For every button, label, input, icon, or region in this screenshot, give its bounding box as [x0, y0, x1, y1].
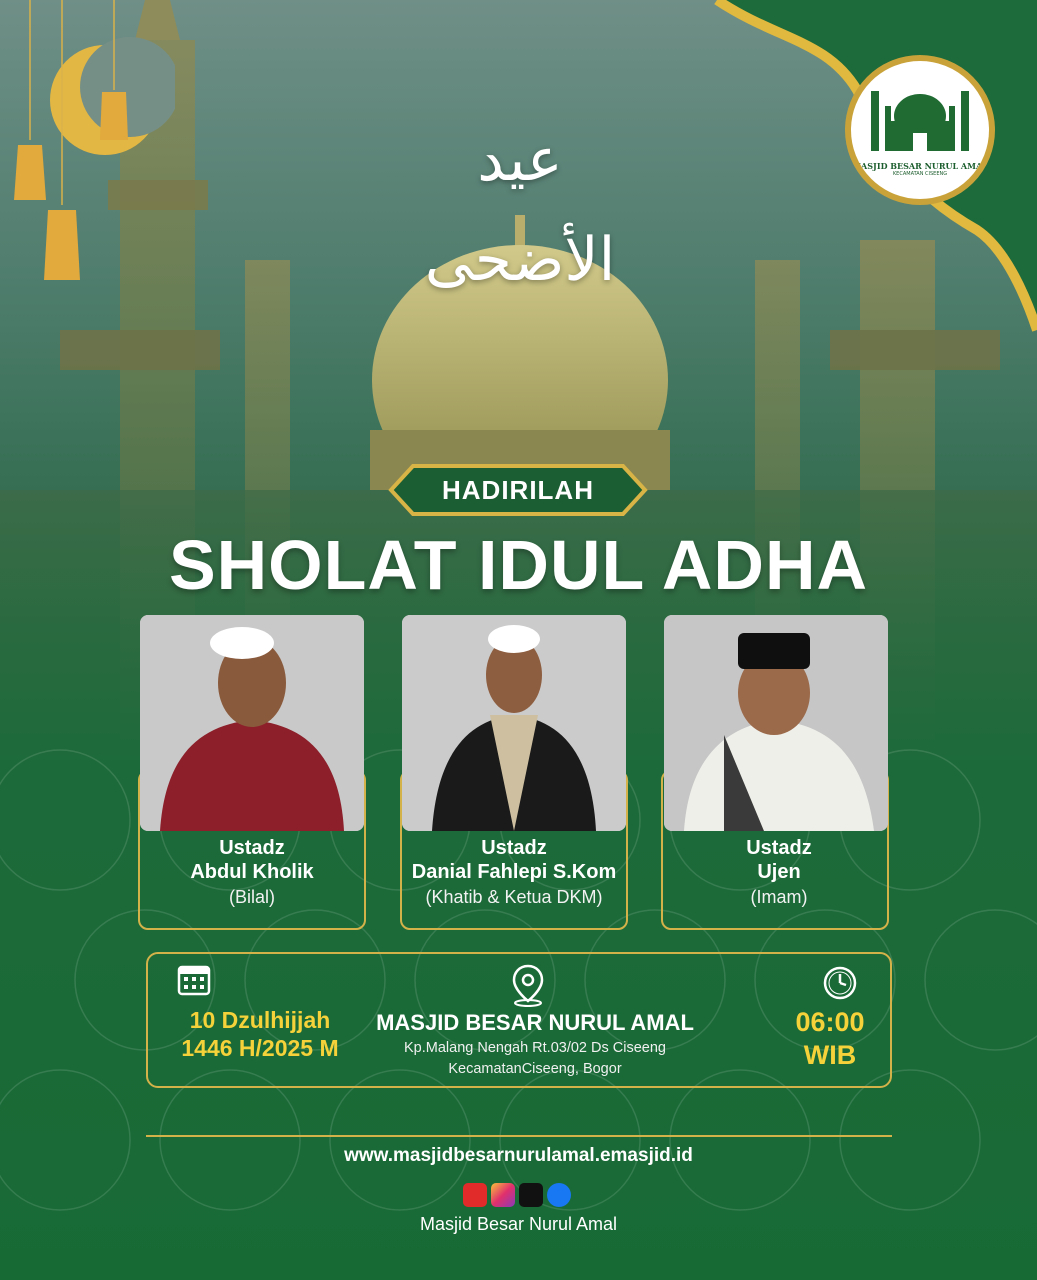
speaker-2-name: Danial Fahlepi S.Kom	[411, 861, 617, 883]
speaker-1-name: Abdul Kholik	[190, 861, 314, 883]
venue-name: MASJID BESAR NURUL AMAL	[376, 1010, 694, 1035]
instagram-icon[interactable]	[491, 1183, 515, 1207]
speaker-1-title: Ustadz	[219, 837, 285, 859]
speaker-2-title: Ustadz	[481, 837, 547, 859]
speaker-3-name: Ujen	[757, 861, 801, 883]
speaker-photo-2	[402, 615, 626, 831]
speaker-3-title: Ustadz	[746, 837, 812, 859]
hadirilah-label: HADIRILAH	[442, 475, 594, 505]
corner-ornament	[577, 0, 1037, 430]
youtube-icon[interactable]	[463, 1183, 487, 1207]
logo-name: MASJID BESAR NURUL AMAL	[852, 161, 988, 171]
facebook-icon[interactable]	[547, 1183, 571, 1207]
social-icons	[457, 1183, 577, 1209]
location-pin-icon	[509, 963, 547, 1007]
footer-name: Masjid Besar Nurul Amal	[419, 1214, 618, 1234]
mosque-logo-icon	[851, 61, 989, 161]
calendar-icon	[177, 962, 211, 996]
speaker-photo-1	[140, 615, 364, 831]
venue-address	[340, 1038, 730, 1080]
logo-sub: KECAMATAN CISEENG	[892, 171, 948, 177]
address-line-2: KecamatanCiseeng, Bogor	[448, 1061, 622, 1077]
speaker-3-role: (Imam)	[750, 887, 808, 907]
tiktok-icon[interactable]	[519, 1183, 543, 1207]
speaker-2-text	[400, 836, 628, 910]
address-line-1: Kp.Malang Nengah Rt.03/02 Ds Ciseeng	[404, 1040, 666, 1056]
footer-divider	[146, 1135, 892, 1137]
mosque-logo	[845, 55, 995, 205]
eid-adha-calligraphy: عيد الأضحى	[424, 125, 616, 295]
speaker-1-role: (Bilal)	[228, 887, 275, 907]
time-line-1: 06:00	[795, 1007, 865, 1037]
time-line-2: WIB	[803, 1040, 857, 1070]
page-title: SHOLAT IDUL ADHA	[168, 526, 869, 604]
speaker-2-role: (Khatib & Ketua DKM)	[425, 887, 603, 907]
event-time	[770, 1006, 890, 1072]
lantern-icon	[10, 0, 130, 300]
speaker-3-text	[665, 836, 893, 910]
event-date	[160, 1006, 360, 1062]
date-line-2: 1446 H/2025 M	[181, 1035, 339, 1061]
speaker-photo-3	[664, 615, 888, 831]
website-link[interactable]: www.masjidbesarnurulamal.emasjid.id	[344, 1145, 693, 1166]
clock-icon	[822, 965, 858, 1001]
date-line-1: 10 Dzulhijjah	[189, 1007, 331, 1033]
speaker-1-text	[138, 836, 366, 910]
